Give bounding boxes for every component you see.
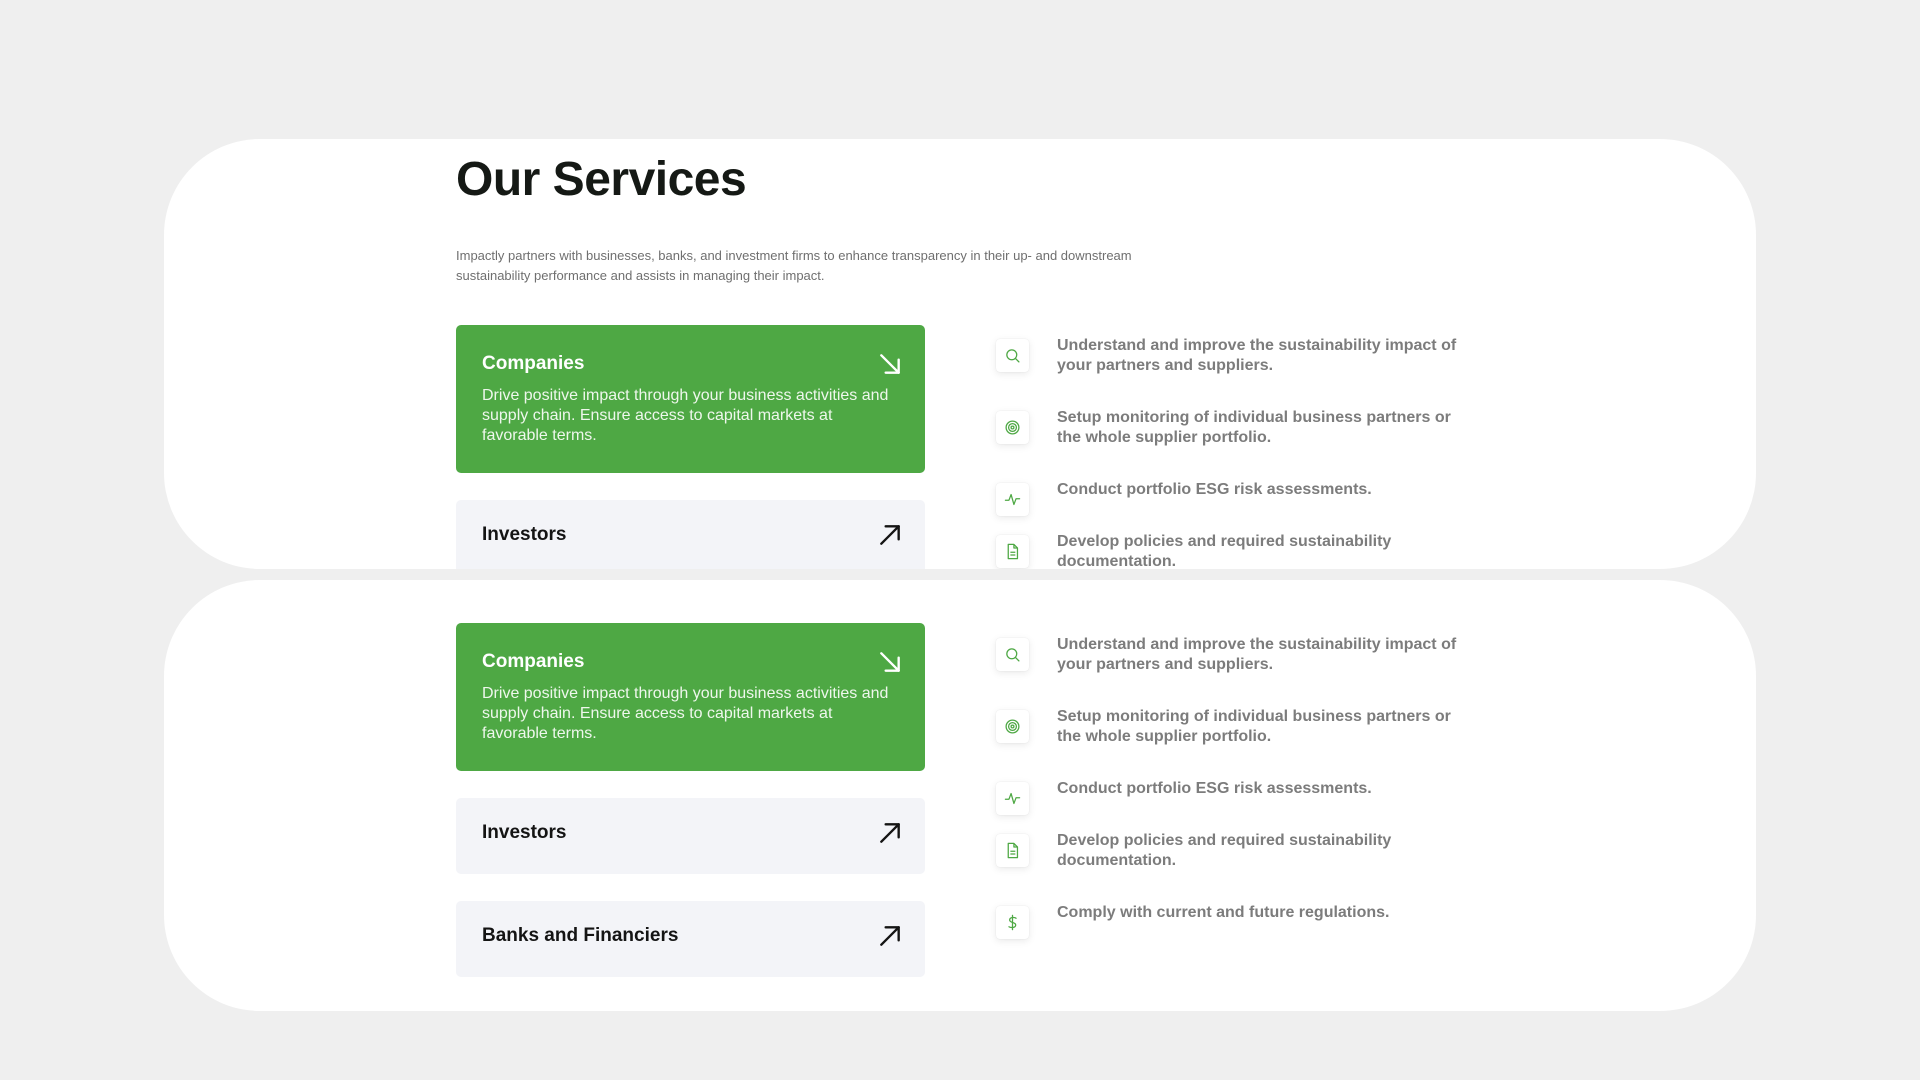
activity-icon (1004, 790, 1021, 807)
feature-text: Develop policies and required sustainability documentation. (1057, 533, 1392, 569)
service-card-companies[interactable] (456, 325, 925, 473)
activity-icon (1004, 491, 1021, 508)
service-card-title: Companies (482, 651, 585, 672)
service-card-description: Drive positive impact through your business activities and supply chain. Ensure access to capital markets at favorable terms. (482, 685, 889, 742)
search-icon (1004, 646, 1021, 663)
feature-text: Setup monitoring of individual business partners or the whole supplier portfolio. (1057, 409, 1451, 446)
feature-text: Comply with current and future regulations. (1057, 904, 1390, 921)
service-card-investors[interactable] (456, 798, 925, 874)
arrow-down-right-icon (877, 649, 903, 675)
service-card-investors[interactable] (456, 500, 925, 569)
service-card-title: Investors (482, 524, 567, 545)
arrow-down-right-icon (877, 351, 903, 377)
arrow-up-right-icon (877, 820, 903, 846)
services-panel-top (164, 139, 1756, 569)
services-section (456, 580, 1456, 1011)
feature-text: Conduct portfolio ESG risk assessments. (1057, 481, 1372, 498)
search-icon (1004, 347, 1021, 364)
page-title: Our Services (456, 153, 747, 206)
feature-text: Develop policies and required sustainability documentation. (1057, 832, 1392, 869)
service-card-title: Investors (482, 822, 567, 843)
feature-text: Understand and improve the sustainability impact of your partners and suppliers. (1057, 337, 1457, 374)
arrow-up-right-icon (877, 923, 903, 949)
service-card-description: Drive positive impact through your business activities and supply chain. Ensure access to capital markets at favorable terms. (482, 387, 889, 444)
service-card-title: Banks and Financiers (482, 925, 679, 946)
feature-text: Setup monitoring of individual business partners or the whole supplier portfolio. (1057, 708, 1451, 745)
feature-text: Understand and improve the sustainability impact of your partners and suppliers. (1057, 636, 1457, 673)
service-card-companies[interactable] (456, 623, 925, 771)
dollar-icon (1004, 914, 1021, 931)
target-icon (1004, 419, 1021, 436)
document-icon (1004, 543, 1021, 560)
document-icon (1004, 842, 1021, 859)
target-icon (1004, 718, 1021, 735)
service-card-banks[interactable] (456, 901, 925, 977)
services-section (456, 139, 1456, 569)
arrow-up-right-icon (877, 522, 903, 548)
feature-text: Conduct portfolio ESG risk assessments. (1057, 780, 1372, 797)
services-description: Impactly partners with businesses, banks, and investment firms to enhance transparency in their up- and downstream sustainability performance and assists in managing their impact. (456, 248, 1132, 283)
services-panel-bottom (164, 580, 1756, 1011)
service-card-title: Companies (482, 353, 585, 374)
